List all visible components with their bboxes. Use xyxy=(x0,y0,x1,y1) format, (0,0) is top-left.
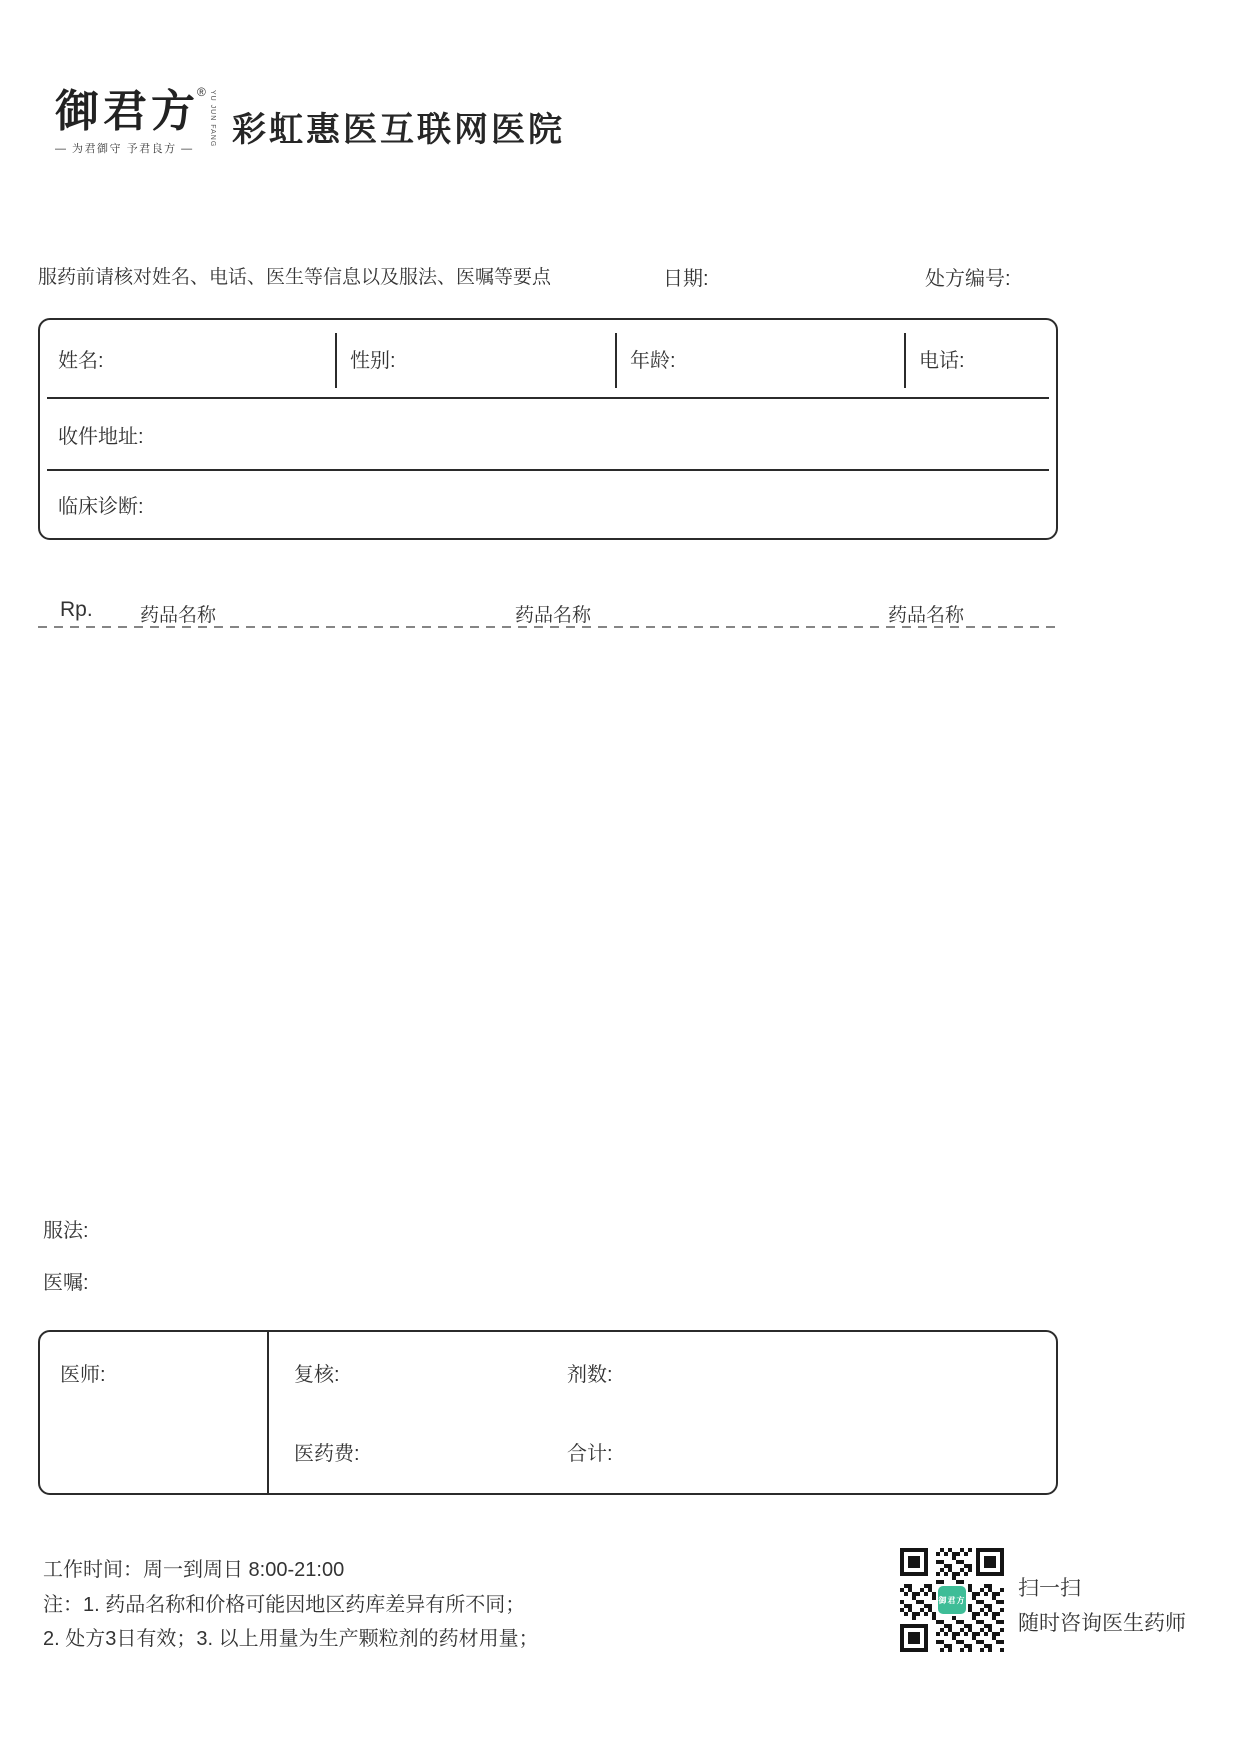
address-label: 收件地址: xyxy=(58,425,144,448)
diagnosis-field xyxy=(40,471,1056,538)
medicine-fee-label: 医药费: xyxy=(294,1443,360,1465)
doctor-advice-label: 医嘱: xyxy=(43,1272,89,1294)
signature-row-1 xyxy=(294,1358,1056,1387)
physician-field xyxy=(40,1332,269,1493)
registered-trademark-symbol: ® xyxy=(197,85,206,99)
signature-box-right xyxy=(269,1332,1056,1493)
dose-count-label: 剂数: xyxy=(567,1364,613,1386)
patient-row-basic xyxy=(40,320,1056,397)
note-line-2: 2. 处方3日有效；3. 以上用量为生产颗粒剂的药材用量； xyxy=(43,1628,539,1650)
rx-header-row xyxy=(38,598,1058,628)
qr-center-logo-text: 御君方 xyxy=(938,1595,966,1605)
physician-label: 医师: xyxy=(60,1364,106,1386)
gender-label: 性别: xyxy=(350,350,396,372)
prescription-number-label: 处方编号: xyxy=(925,268,1011,290)
signature-box xyxy=(38,1330,1058,1495)
qr-center-logo xyxy=(936,1584,968,1616)
name-label: 姓名: xyxy=(58,350,104,372)
usage-label: 服法: xyxy=(43,1220,89,1242)
brand-logo-vertical-text: YU JUN FANG xyxy=(208,90,216,148)
name-field xyxy=(40,320,336,397)
age-label: 年龄: xyxy=(630,350,676,372)
address-field xyxy=(40,399,1056,469)
brand-logo-main xyxy=(55,85,216,148)
scan-sub-label: 随时咨询医生药师 xyxy=(1018,1612,1186,1635)
rp-label: Rp. xyxy=(60,598,93,621)
medicine-name-header-2: 药品名称 xyxy=(515,605,592,626)
hospital-name: 彩虹惠医互联网医院 xyxy=(232,111,565,149)
gender-field xyxy=(336,320,616,397)
patient-info-box xyxy=(38,318,1058,540)
diagnosis-label: 临床诊断: xyxy=(58,496,144,518)
dashed-separator xyxy=(38,626,1058,628)
phone-field xyxy=(905,320,1056,397)
total-label: 合计: xyxy=(567,1443,613,1465)
brand-logo-text: 御君方 xyxy=(55,86,199,137)
age-field xyxy=(616,320,905,397)
date-label: 日期: xyxy=(663,268,709,290)
brand-logo xyxy=(55,85,216,156)
signature-row-2 xyxy=(294,1437,1056,1466)
scan-label: 扫一扫 xyxy=(1018,1577,1081,1600)
note-line-1: 注：1. 药品名称和价格可能因地区药库差异有所不同； xyxy=(43,1594,526,1616)
work-hours: 工作时间：周一到周日 8:00-21:00 xyxy=(43,1559,345,1581)
medicine-name-header-3: 药品名称 xyxy=(888,605,965,626)
medicine-name-header-1: 药品名称 xyxy=(140,605,217,626)
review-label: 复核: xyxy=(294,1364,340,1386)
pre-check-notice: 服药前请核对姓名、电话、医生等信息以及服法、医嘱等要点 xyxy=(38,267,552,288)
phone-label: 电话: xyxy=(919,350,965,372)
brand-tagline: — 为君御守 予君良方 — xyxy=(55,143,194,155)
qr-code xyxy=(900,1548,1004,1652)
